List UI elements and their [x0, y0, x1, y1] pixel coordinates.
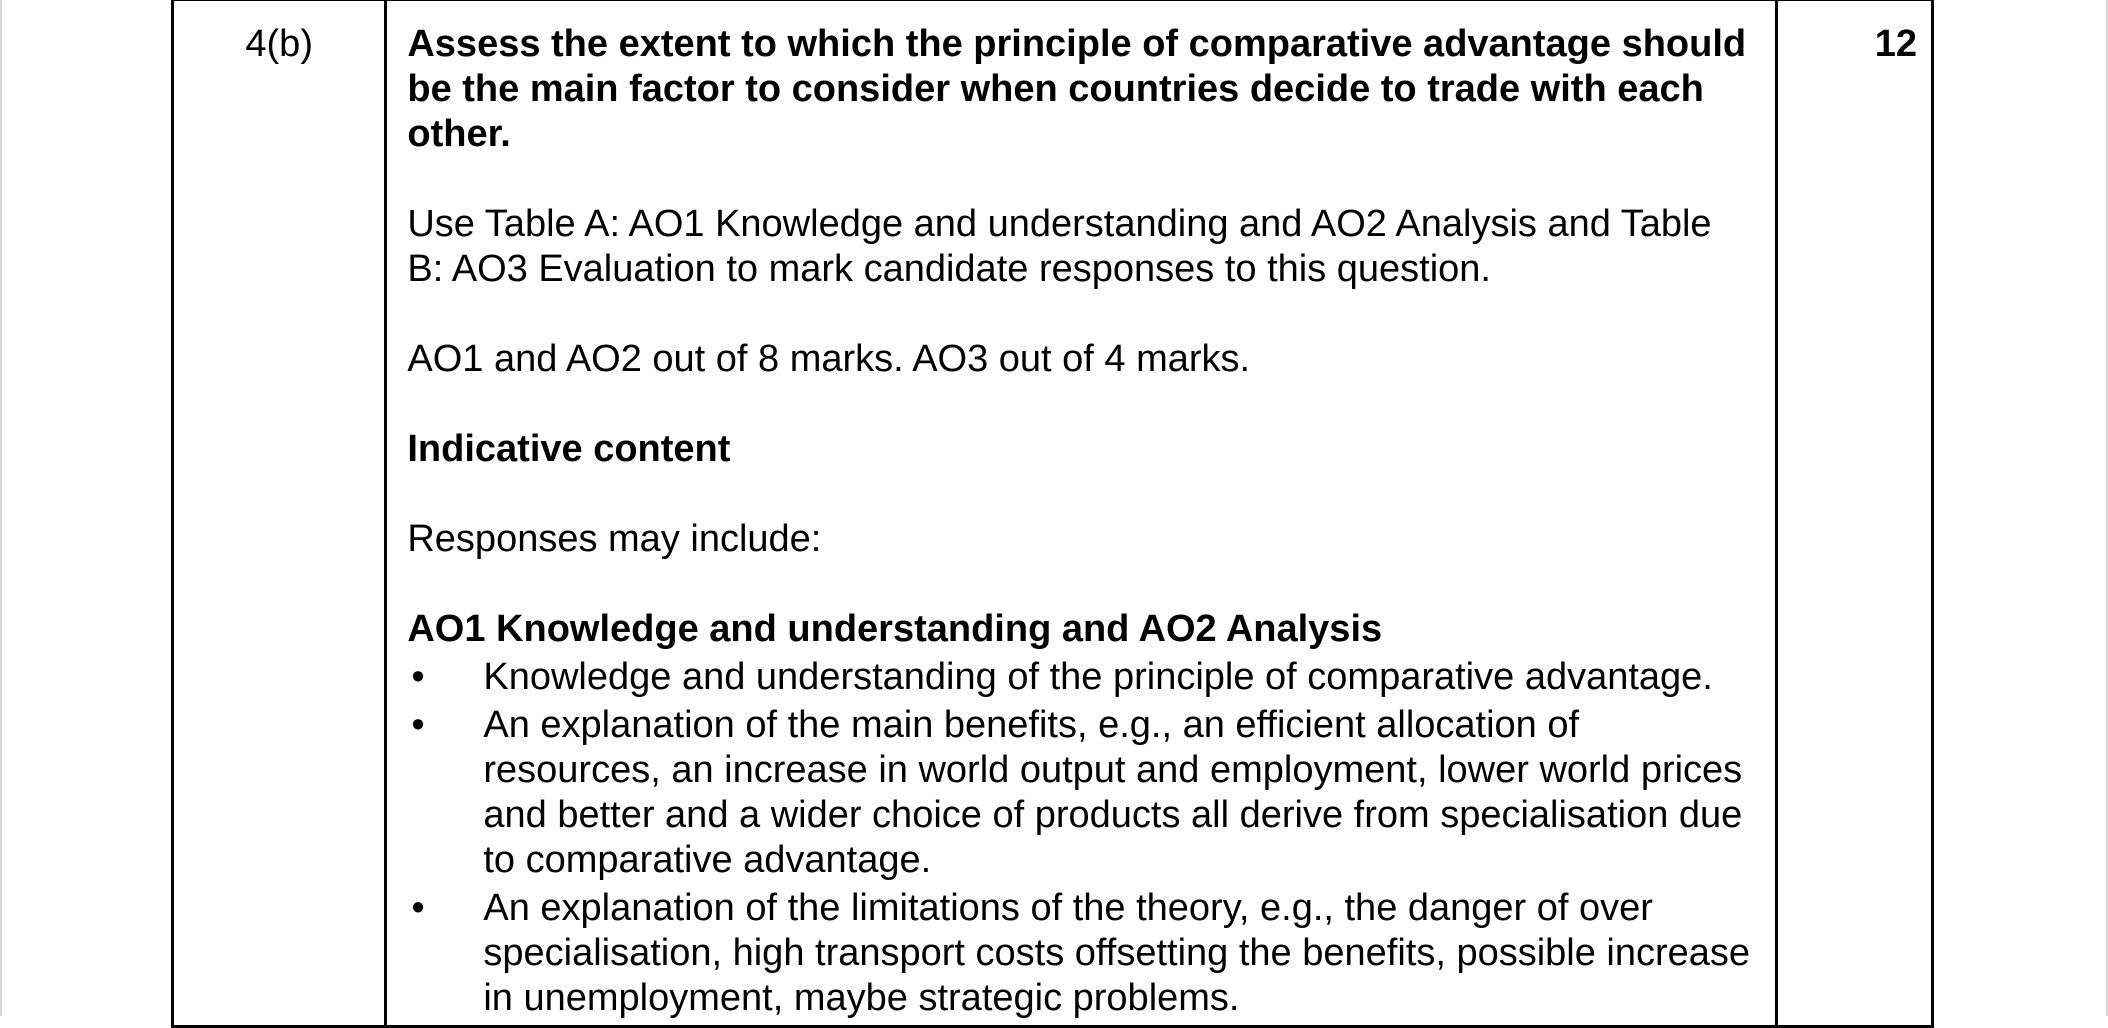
bullet-item	[407, 655, 1756, 700]
bullet-text: An explanation of the main benefits, e.g., an efficient allocation of resources, an increase in world output and employment, lower world prices and better and a wider choice of products all derive from specialisation due to comparative advantage.	[483, 704, 1743, 881]
indicative-content-heading: Indicative content	[407, 428, 731, 470]
ao1-ao2-heading: AO1 Knowledge and understanding and AO2 Analysis	[407, 608, 1383, 650]
responses-intro: Responses may include:	[407, 518, 822, 560]
bullet-text: An explanation of the limitations of the theory, e.g., the danger of over specialisation, high transport costs offsetting the benefits, possible increase in unemployment, maybe strategic problems.	[483, 887, 1751, 1019]
question-number: 4(b)	[173, 0, 386, 1027]
bullet-text: Knowledge and understanding of the principle of comparative advantage.	[483, 656, 1713, 698]
mark-scheme-table	[171, 0, 1934, 1028]
marking-instruction: Use Table A: AO1 Knowledge and understanding and AO2 Analysis and Table B: AO3 Evaluation to mark candidate responses to this question.	[407, 203, 1712, 290]
marks-value: 12	[1776, 0, 1932, 1027]
page-edge-left	[0, 0, 2, 1016]
bullet-item	[407, 703, 1756, 883]
question-content	[386, 0, 1776, 1027]
bullet-icon: •	[411, 704, 425, 746]
marks-split: AO1 and AO2 out of 8 marks. AO3 out of 4 marks.	[407, 338, 1251, 380]
question-title: Assess the extent to which the principle of comparative advantage should be the main factor to consider when countries decide to trade with each other.	[407, 23, 1747, 155]
bullet-item	[407, 886, 1756, 1021]
bullet-icon: •	[411, 887, 425, 929]
question-row	[173, 0, 1933, 1027]
bullet-icon: •	[411, 656, 425, 698]
indicative-bullet-list	[407, 655, 1756, 1021]
